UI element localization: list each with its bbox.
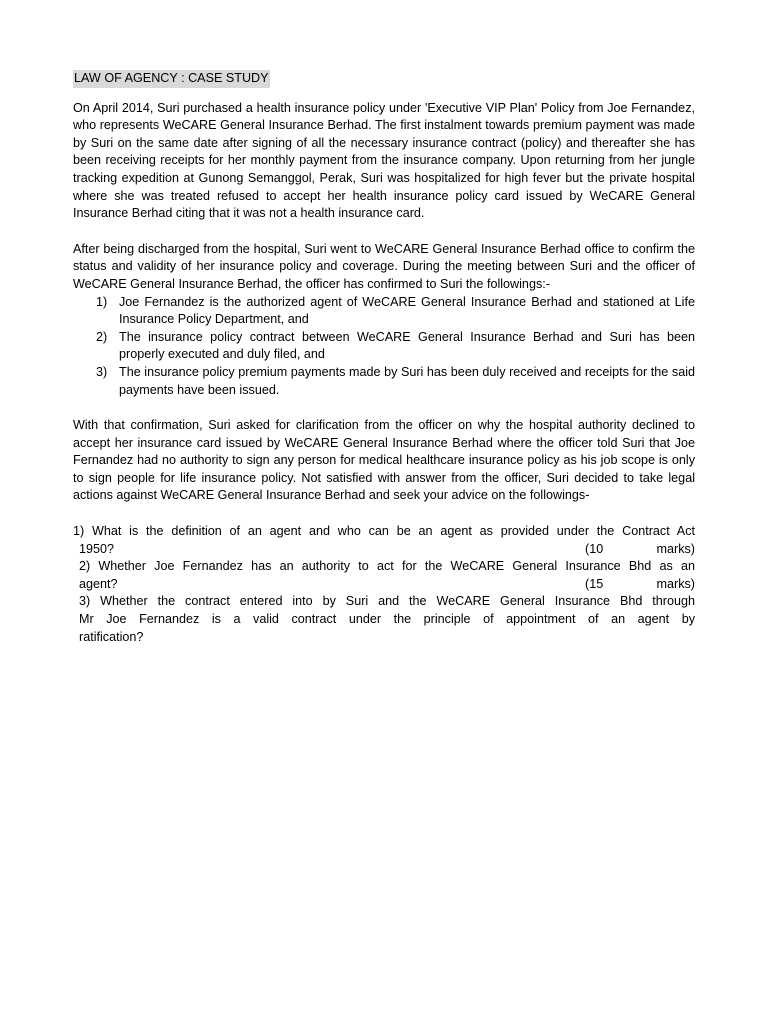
clarification-paragraph: With that confirmation, Suri asked for clarification from the officer on why the hospital authority declined to accept her insurance card issued by WeCARE General Insurance Berhad where the officer told Suri that Joe Fernandez had no authority to sign any person for medical healthcare insurance policy as his job scope is only to sign people for life insurance policy. Not satisfied with answer from the officer, Suri decided to take legal actions against WeCARE General Insurance Berhad and seek your advice on the followings- <box>73 418 695 503</box>
list-item-text: The insurance policy premium payments made by Suri has been duly received and receipts for the said payments have been issued. <box>119 364 695 397</box>
list-item-number: 1) <box>96 294 108 309</box>
marks-word: marks) <box>656 576 695 591</box>
question-1-line-2 <box>73 541 695 559</box>
question-1-line-1: 1) What is the definition of an agent and who can be an agent as provided under the Contract Act <box>73 524 695 539</box>
question-1-marks <box>585 541 695 559</box>
marks-word: marks) <box>656 541 695 556</box>
list-item <box>73 364 695 399</box>
question-2-line-2 <box>73 576 695 594</box>
question-2-marks <box>585 576 695 594</box>
question-2-line-1: 2) Whether Joe Fernandez has an authority to act for the WeCARE General Insurance Bhd as an <box>79 559 695 574</box>
questions-section <box>73 523 695 646</box>
list-item <box>73 294 695 329</box>
document-page <box>73 70 695 646</box>
question-2-end: agent? <box>79 576 118 591</box>
list-item <box>73 329 695 364</box>
marks-number: (15 <box>585 576 604 591</box>
meeting-paragraph: After being discharged from the hospital, Suri went to WeCARE General Insurance Berhad office to confirm the status and validity of her insurance policy and coverage. During the meeting between Suri and the officer of WeCARE General Insurance Berhad, the officer has confirmed to Suri the followings:- <box>73 241 695 291</box>
confirmation-list <box>73 294 695 400</box>
question-1-end: 1950? <box>79 541 115 556</box>
case-facts-paragraph: On April 2014, Suri purchased a health insurance policy under 'Executive VIP Plan' Policy from Joe Fernandez, who represents WeCARE General Insurance Berhad. The first instalment towards premium payment was made by Suri on the same date after signing of all the necessary insurance contract (policy) and thereafter she has been receiving receipts for her monthly payment from the insurance company. Upon returning from her jungle tracking expedition at Gunong Semanggol, Perak, Suri was hospitalized for high fever but the private hospital where she was treated refused to accept her health insurance policy card issued by WeCARE General Insurance Berhad citing that it was not a health insurance card. <box>73 100 695 221</box>
question-3-line-2: Mr Joe Fernandez is a valid contract under the principle of appointment of an agent by <box>79 612 695 627</box>
list-item-number: 3) <box>96 364 108 379</box>
document-title: LAW OF AGENCY : CASE STUDY <box>73 70 270 88</box>
question-3-line-3: ratification? <box>79 629 144 644</box>
list-item-number: 2) <box>96 329 108 344</box>
question-3-line-1: 3) Whether the contract entered into by Suri and the WeCARE General Insurance Bhd through <box>79 594 695 609</box>
list-item-text: Joe Fernandez is the authorized agent of WeCARE General Insurance Berhad and stationed at Life Insurance Policy Department, and <box>119 294 695 327</box>
list-item-text: The insurance policy contract between WeCARE General Insurance Berhad and Suri has been properly executed and duly filed, and <box>119 329 695 362</box>
marks-number: (10 <box>585 541 604 556</box>
